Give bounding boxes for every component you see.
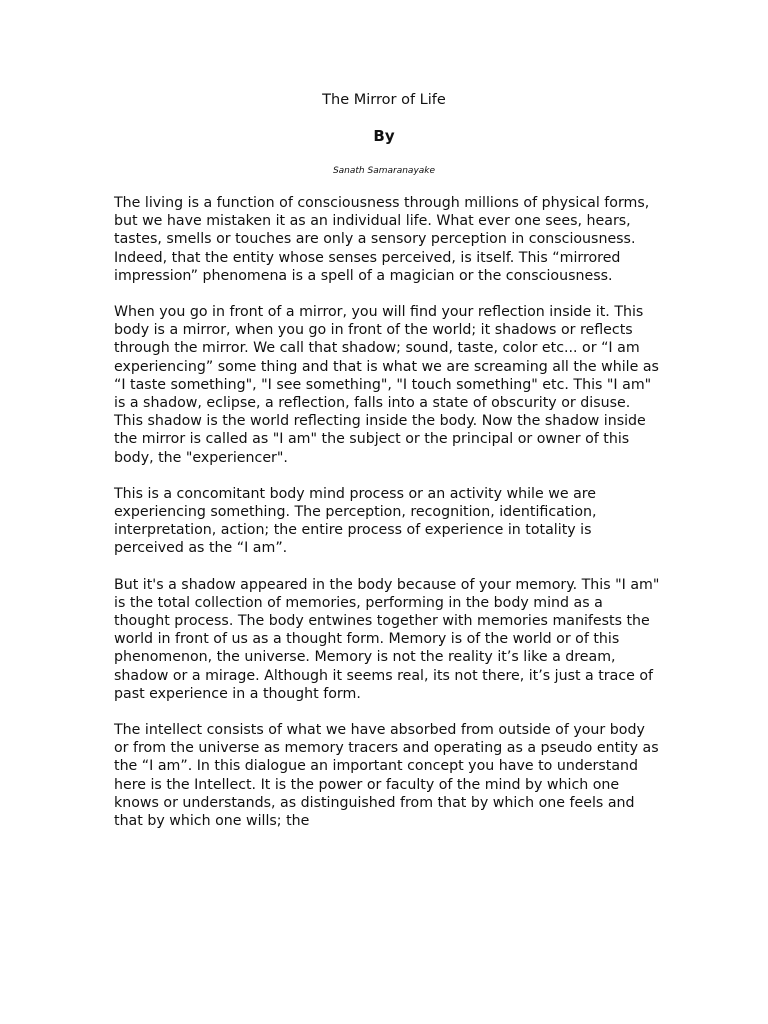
paragraph: The living is a function of consciousness through millions of physical forms, but we have mistaken it as an individual life. What ever one sees, hears, tastes, smells or touches are only a sensory perception in consciousness. Indeed, that the entity whose senses perceived, is itself. This “mirrored impression” phenomena is a spell of a magician or the consciousness. [114,195,650,284]
paragraph: The intellect consists of what we have absorbed from outside of your body or from the universe as memory tracers and operating as a pseudo entity as the “I am”. In this dialogue an important concept you have to understand here is the Intellect. It is the power or faculty of the mind by which one knows or understands, as distinguished from that by which one feels and that by which one wills; the [114,722,659,830]
paragraph: This is a concomitant body mind process or an activity while we are experiencing something. The perception, recognition, identification, interpretation, action; the entire process of experience in totality is perceived as the “I am”. [114,485,597,557]
author-name: Sanath Samaranayake [332,166,436,176]
paragraph: When you go in front of a mirror, you will find your reflection inside it. This body is a mirror, when you go in front of the world; it shadows or reflects through the mirror. We call that shadow; sound, taste, color etc... or “I am experiencing” some thing and that is what we are screaming all the while as “I taste something", "I see something", "I touch something" etc. This "I am" is a shadow, eclipse, a reflection, falls into a state of obscurity or disuse. This shadow is the world reflecting inside the body. Now the shadow inside the mirror is called as "I am" the subject or the principal or owner of this body, the "experiencer". [114,304,659,466]
paragraph: But it's a shadow appeared in the body because of your memory. This "I am" is the total collection of memories, performing in the body mind as a thought process. The body entwines together with memories manifests the world in front of us as a thought form. Memory is of the world or of this phenomenon, the universe. Memory is not the reality it’s like a dream, shadow or a mirage. Although it seems real, its not there, it’s just a trace of past experience in a thought form. [114,576,660,702]
document-title: The Mirror of Life [322,92,446,108]
document-body [114,194,662,848]
byline-label: By [373,127,395,145]
